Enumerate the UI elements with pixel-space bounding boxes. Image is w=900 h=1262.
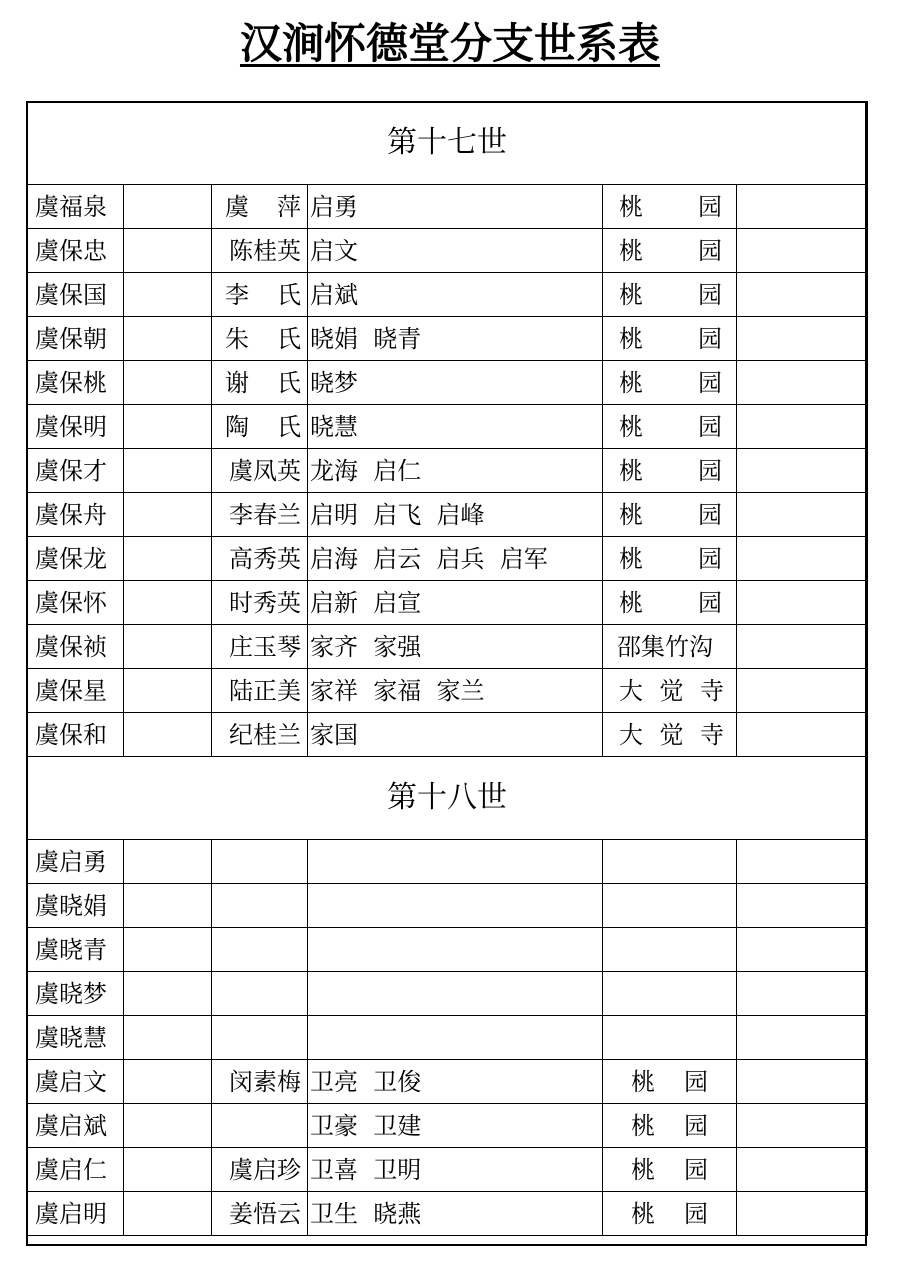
place-part: 桃 [619,324,643,353]
spouse-cell [212,1192,308,1236]
children-cell [308,928,603,972]
person-name: 虞保舟 [27,493,124,537]
note-cell [737,1060,868,1104]
spouse-part: 朱 [225,324,249,353]
blank-cell [124,317,212,361]
note-cell [737,317,868,361]
table-row [27,317,868,361]
blank-cell [124,493,212,537]
children-cell: 启新 启宣 [308,581,603,625]
spouse-cell [212,713,308,757]
place-part: 桃 [619,544,643,573]
person-name: 虞保星 [27,669,124,713]
place-part: 桃 [619,368,643,397]
place-part: 桃 [619,588,643,617]
spouse-cell [212,493,308,537]
note-cell [737,1016,868,1060]
table-row [27,669,868,713]
person-name: 虞保龙 [27,537,124,581]
spouse-part: 氏 [277,280,301,309]
place-part: 大 [619,720,643,749]
note-cell [737,625,868,669]
note-cell [737,884,868,928]
place-part: 桃 [619,456,643,485]
place-part: 桃 [631,1155,655,1184]
children-cell: 卫生 晓燕 [308,1192,603,1236]
spouse-name: 高秀英 [229,544,301,573]
note-cell [737,537,868,581]
generation-title: 第十八世 [27,757,868,840]
blank-cell [124,449,212,493]
place-part: 桃 [631,1067,655,1096]
children-cell: 启明 启飞 启峰 [308,493,603,537]
children-cell [308,1016,603,1060]
place-cell [603,317,737,361]
blank-cell [124,185,212,229]
table-row [27,493,868,537]
person-name: 虞晓娟 [27,884,124,928]
spouse-cell [212,928,308,972]
place-cell [603,1104,737,1148]
place-part: 园 [684,1155,708,1184]
place-cell [603,1192,737,1236]
spouse-name: 陆正美 [229,676,301,705]
children-cell: 启斌 [308,273,603,317]
spouse-cell [212,581,308,625]
place-part: 桃 [631,1199,655,1228]
table-row [27,713,868,757]
children-cell: 卫喜 卫明 [308,1148,603,1192]
place-cell [603,1148,737,1192]
note-cell [737,229,868,273]
spouse-name: 李春兰 [229,500,301,529]
table-row [27,405,868,449]
place-cell [603,493,737,537]
place-part: 桃 [619,280,643,309]
place-part: 园 [698,280,722,309]
place-part: 园 [698,324,722,353]
spouse-name: 陈桂英 [229,236,301,265]
spouse-cell [212,1016,308,1060]
note-cell [737,972,868,1016]
person-name: 虞保忠 [27,229,124,273]
note-cell [737,273,868,317]
spouse-part: 氏 [277,368,301,397]
place-part: 觉 [659,676,684,705]
spouse-cell [212,884,308,928]
blank-cell [124,1148,212,1192]
place-cell [603,928,737,972]
place-cell [603,1016,737,1060]
spouse-cell [212,537,308,581]
children-cell: 启文 [308,229,603,273]
place-cell [603,581,737,625]
spouse-cell [212,1060,308,1104]
spouse-part: 陶 [225,412,249,441]
generation-header-row [27,102,868,185]
spouse-cell [212,273,308,317]
table-row [27,1060,868,1104]
spouse-cell [212,972,308,1016]
note-cell [737,361,868,405]
table-row [27,972,868,1016]
spouse-cell [212,625,308,669]
blank-cell [124,625,212,669]
note-cell [737,1148,868,1192]
place-cell [603,669,737,713]
place-part: 寺 [700,676,724,705]
note-cell [737,405,868,449]
table-row [27,1104,868,1148]
genealogy-table [26,101,868,1236]
place-part: 园 [684,1111,708,1140]
place-part: 园 [698,544,722,573]
place-part: 桃 [619,412,643,441]
blank-cell [124,405,212,449]
place-cell [603,405,737,449]
place-cell [603,1060,737,1104]
note-cell [737,928,868,972]
place-part: 园 [684,1199,708,1228]
place-part: 觉 [659,720,684,749]
place-part: 桃 [619,500,643,529]
spouse-cell [212,405,308,449]
spouse-part: 氏 [277,412,301,441]
person-name: 虞保明 [27,405,124,449]
children-cell: 卫豪 卫建 [308,1104,603,1148]
note-cell [737,185,868,229]
note-cell [737,1104,868,1148]
place-cell [603,625,737,669]
spouse-cell [212,317,308,361]
blank-cell [124,273,212,317]
person-name: 虞启仁 [27,1148,124,1192]
place-cell [603,972,737,1016]
children-cell: 晓慧 [308,405,603,449]
person-name: 虞启勇 [27,840,124,884]
table-row [27,1148,868,1192]
person-name: 虞启文 [27,1060,124,1104]
note-cell [737,669,868,713]
note-cell [737,1192,868,1236]
spouse-name: 纪桂兰 [229,720,301,749]
place-part: 园 [698,500,722,529]
place-part: 寺 [700,720,724,749]
blank-cell [124,884,212,928]
person-name: 虞保朝 [27,317,124,361]
person-name: 虞保才 [27,449,124,493]
table-row [27,884,868,928]
children-cell: 龙海 启仁 [308,449,603,493]
table-row [27,537,868,581]
children-cell: 家国 [308,713,603,757]
table-row [27,449,868,493]
table-row [27,361,868,405]
place-part: 园 [698,588,722,617]
place-cell [603,361,737,405]
table-row [27,625,868,669]
spouse-cell [212,669,308,713]
place-part: 园 [698,368,722,397]
children-cell: 启勇 [308,185,603,229]
place-cell [603,229,737,273]
person-name: 虞启明 [27,1192,124,1236]
place-part: 园 [698,192,722,221]
spouse-cell [212,1148,308,1192]
place-part: 邵集竹沟 [617,632,713,661]
generation-title: 第十七世 [27,102,868,185]
children-cell [308,972,603,1016]
table-row [27,840,868,884]
person-name: 虞晓慧 [27,1016,124,1060]
blank-cell [124,537,212,581]
spouse-cell [212,361,308,405]
blank-cell [124,361,212,405]
spouse-name: 虞凤英 [229,456,301,485]
blank-cell [124,972,212,1016]
spouse-part: 萍 [277,192,301,221]
spouse-cell [212,185,308,229]
table-row [27,1016,868,1060]
place-cell [603,840,737,884]
spouse-name: 闵素梅 [229,1067,301,1096]
spouse-cell [212,840,308,884]
spouse-name: 庄玉琴 [229,632,301,661]
person-name: 虞启斌 [27,1104,124,1148]
place-cell [603,713,737,757]
note-cell [737,581,868,625]
children-cell: 家齐 家强 [308,625,603,669]
place-part: 大 [619,676,643,705]
note-cell [737,493,868,537]
children-cell [308,884,603,928]
children-cell [308,840,603,884]
person-name: 虞晓青 [27,928,124,972]
place-part: 园 [684,1067,708,1096]
place-part: 桃 [619,236,643,265]
page-title: 汉涧怀德堂分支世系表 [239,19,660,68]
place-part: 桃 [619,192,643,221]
place-part: 园 [698,412,722,441]
place-cell [603,185,737,229]
table-row [27,229,868,273]
blank-cell [124,928,212,972]
person-name: 虞晓梦 [27,972,124,1016]
spouse-part: 虞 [225,192,249,221]
blank-cell [124,1016,212,1060]
spouse-cell [212,229,308,273]
place-part: 桃 [631,1111,655,1140]
table-row [27,1192,868,1236]
generation-header-row [27,757,868,840]
spouse-part: 谢 [225,368,249,397]
spouse-part: 李 [225,280,249,309]
children-cell: 启海 启云 启兵 启军 [308,537,603,581]
table-row [27,185,868,229]
place-cell [603,537,737,581]
person-name: 虞保国 [27,273,124,317]
place-cell [603,884,737,928]
person-name: 虞福泉 [27,185,124,229]
blank-cell [124,713,212,757]
person-name: 虞保桃 [27,361,124,405]
place-cell [603,449,737,493]
blank-cell [124,581,212,625]
place-part: 园 [698,456,722,485]
person-name: 虞保祯 [27,625,124,669]
place-cell [603,273,737,317]
table-row [27,581,868,625]
spouse-name: 虞启珍 [229,1155,301,1184]
note-cell [737,840,868,884]
person-name: 虞保怀 [27,581,124,625]
spouse-cell [212,449,308,493]
children-cell: 晓娟 晓青 [308,317,603,361]
children-cell: 家祥 家福 家兰 [308,669,603,713]
spouse-name: 时秀英 [229,588,301,617]
children-cell: 晓梦 [308,361,603,405]
blank-cell [124,1060,212,1104]
person-name: 虞保和 [27,713,124,757]
table-row [27,928,868,972]
blank-cell [124,669,212,713]
note-cell [737,713,868,757]
blank-cell [124,1104,212,1148]
blank-cell [124,229,212,273]
table-row [27,273,868,317]
blank-cell [124,840,212,884]
note-cell [737,449,868,493]
place-part: 园 [698,236,722,265]
spouse-part: 氏 [277,324,301,353]
blank-cell [124,1192,212,1236]
spouse-cell [212,1104,308,1148]
children-cell: 卫亮 卫俊 [308,1060,603,1104]
spouse-name: 姜悟云 [229,1199,301,1228]
